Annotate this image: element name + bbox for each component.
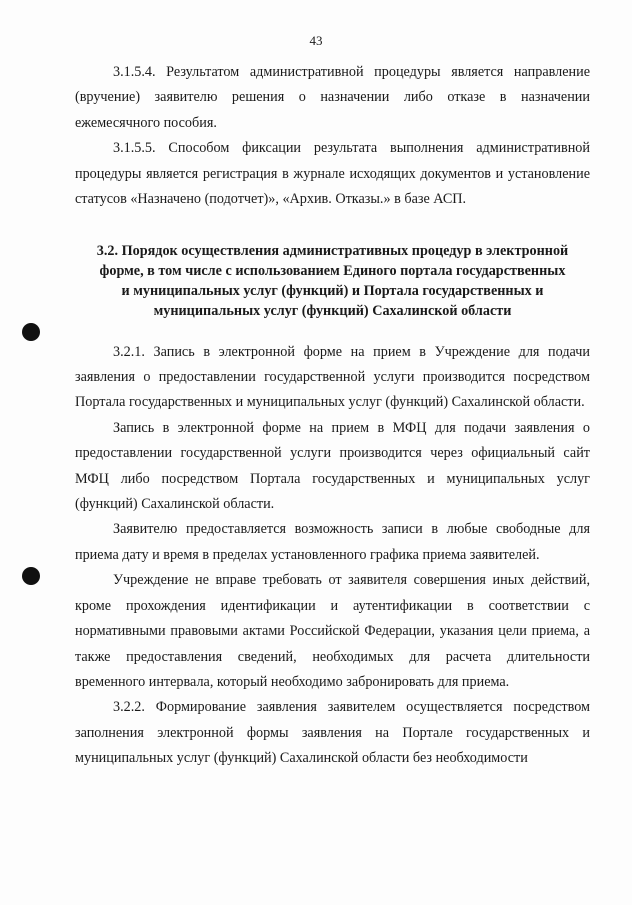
binder-hole-mark <box>22 323 40 341</box>
paragraph-3-1-5-5: 3.1.5.5. Способом фиксации результата выполнения административной процедуры является регистрация в журнале исходящих документов и установление статусов «Назначено (подотчет)», «Архив. Отказы.» в базе АСП. <box>75 140 590 208</box>
paragraph-requirements: Учреждение не вправе требовать от заявителя совершения иных действий, кроме прохождения идентификации и аутентификации в соответствии с нормативными правовыми актами Российской Федерации, указания цели приема, а также предоставления сведений, необходимых для расчета длительности временного интервала, который необходимо забронировать для приема. <box>75 572 590 690</box>
binder-hole-mark <box>22 567 40 585</box>
paragraph-booking-slots: Заявителю предоставляется возможность записи в любые свободные для приема дату и время в пределах установленного графика приема заявителей. <box>75 521 590 563</box>
paragraph-3-1-5-4: 3.1.5.4. Результатом административной процедуры является направление (вручение) заявителю решения о назначении либо отказе в назначении ежемесячного пособия. <box>75 64 590 131</box>
paragraph-mfc-booking: Запись в электронной форме на прием в МФЦ для подачи заявления о предоставлении государственной услуги производится через официальный сайт МФЦ либо посредством Портала государственных и муниципальных услуг (функций) Сахалинской области. <box>75 419 590 513</box>
paragraph-3-2-2: 3.2.2. Формирование заявления заявителем осуществляется посредством заполнения электронной формы заявления на Портале государственных и муниципальных услуг (функций) Сахалинской области без необходимости <box>75 699 590 767</box>
page-number: 43 <box>309 33 323 48</box>
paragraph-3-2-1: 3.2.1. Запись в электронной форме на прием в Учреждение для подачи заявления о предоставлении государственной услуги производится посредством Портала государственных и муниципальных услуг (функций) Сахалинской области. <box>75 343 590 411</box>
section-heading-3-2: 3.2. Порядок осуществления административных процедур в электронной форме, в том числе с использованием Единого портала государственных и муниципальных услуг (функций) и Портала государственных и муниципальных услуг (функций) Сахалинской области <box>96 243 569 319</box>
document-body <box>75 60 590 772</box>
